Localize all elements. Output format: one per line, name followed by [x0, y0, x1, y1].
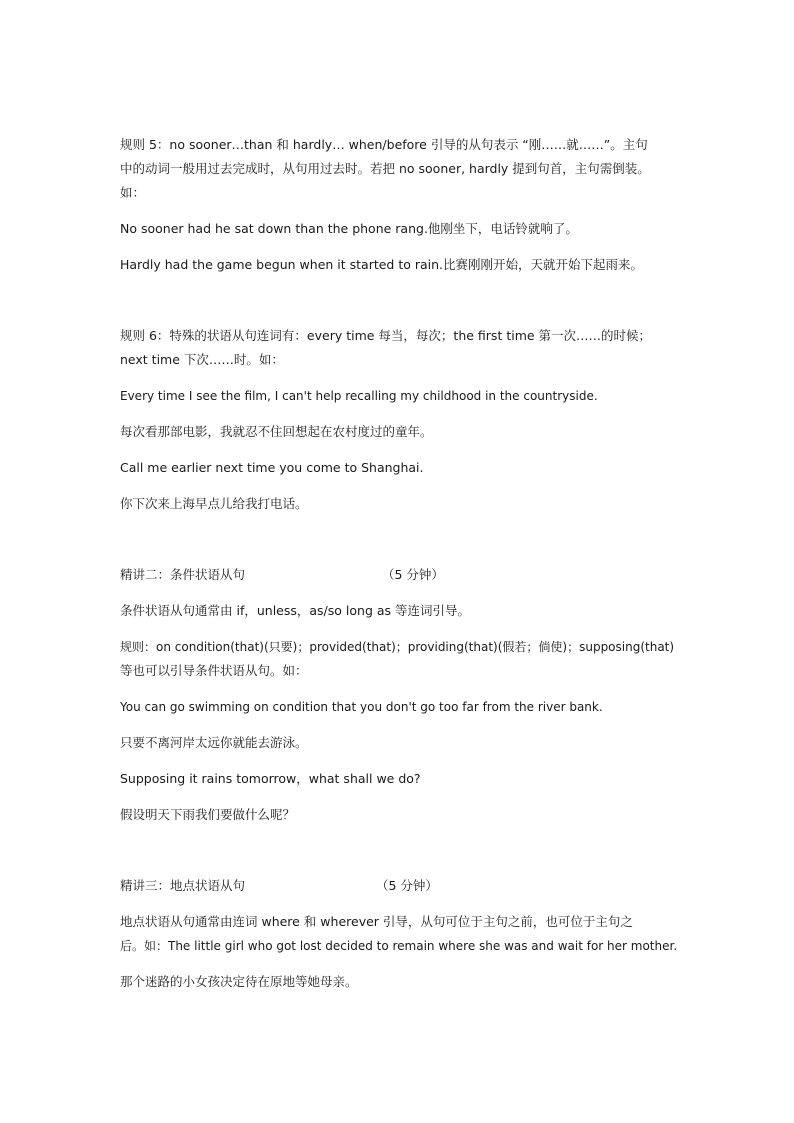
section2-rule-line1: 规则：on condition(that)(只要)；provided(that)；providing(that)(假若；倘使)；supposing(that)	[120, 640, 675, 654]
section2-example1-en: You can go swimming on condition that you don't go too far from the river bank.	[120, 700, 603, 714]
rule5-line3: 如：	[120, 185, 146, 200]
section2-duration: （5 分钟）	[382, 567, 444, 582]
rule5-example2: Hardly had the game begun when it started to rain.比赛刚刚开始，天就开始下起雨来。	[120, 257, 644, 272]
section2-title: 精讲二：条件状语从句	[120, 567, 246, 582]
rule6-line2: next time 下次……时。如：	[120, 352, 284, 367]
section3-line1: 地点状语从句通常由连词 where 和 wherever 引导，从句可位于主句之前，也可位于主句之	[120, 914, 633, 929]
rule6-example1-en: Every time I see the film, I can't help recalling my childhood in the countryside.	[120, 389, 598, 403]
rule6-example2-en: Call me earlier next time you come to Shanghai.	[120, 460, 424, 475]
section2-example1-zh: 只要不离河岸太远你就能去游泳。	[120, 735, 308, 750]
section2-example2-en: Supposing it rains tomorrow，what shall we do?	[120, 771, 421, 786]
rule5-line1: 规则 5：no sooner…than 和 hardly… when/before 引导的从句表示 “刚……就……”。主句	[120, 137, 648, 152]
section2-example2-zh: 假设明天下雨我们要做什么呢？	[120, 807, 296, 822]
section3-duration: （5 分钟）	[376, 878, 438, 893]
section3-title: 精讲三：地点状语从句	[120, 878, 246, 893]
section2-rule-line2: 等也可以引导条件状语从句。如：	[120, 663, 308, 678]
rule6-line1: 规则 6：特殊的状语从句连词有：every time 每当，每次；the first time 第一次……的时候；	[120, 328, 652, 343]
section2-intro: 条件状语从句通常由 if，unless，as/so long as 等连词引导。	[120, 603, 470, 618]
rule5-example1: No sooner had he sat down than the phone rang.他刚坐下，电话铃就响了。	[120, 221, 578, 236]
rule6-example2-zh: 你下次来上海早点儿给我打电话。	[120, 496, 308, 511]
section3-example-zh: 那个迷路的小女孩决定待在原地等她母亲。	[120, 974, 358, 989]
rule6-example1-zh: 每次看那部电影，我就忍不住回想起在农村度过的童年。	[120, 424, 433, 439]
rule5-line2: 中的动词一般用过去完成时，从句用过去时。若把 no sooner, hardly 提到句首，主句需倒装。	[120, 161, 650, 176]
section3-heading	[120, 874, 686, 898]
section3-line2: 后。如：The little girl who got lost decided to remain where she was and wait for her mother.	[120, 939, 678, 953]
document-content	[120, 133, 686, 994]
section2-heading	[120, 563, 686, 587]
